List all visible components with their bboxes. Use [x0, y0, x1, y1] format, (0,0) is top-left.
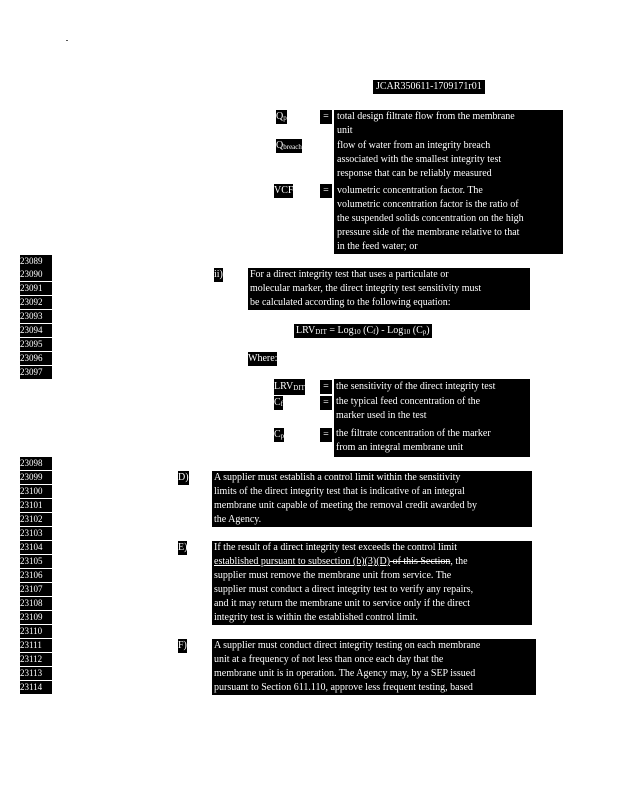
- symbol-lrvdit: $LRV_{DIT}$: [274, 379, 305, 395]
- definition-line: volumetric concentration factor is the ratio of: [337, 199, 519, 210]
- line-number: 23113: [20, 667, 52, 680]
- line-number: 23091: [20, 282, 52, 295]
- equals-sign: =: [320, 110, 332, 124]
- para-e-line: supplier must remove the membrane unit from service. The: [214, 570, 452, 581]
- definition-line: flow of water from an integrity breach: [337, 140, 491, 151]
- line-number: 23103: [20, 527, 52, 540]
- definition-line: volumetric concentration factor. The: [337, 185, 483, 196]
- equals-sign: =: [320, 184, 332, 198]
- para-f-line: A supplier must conduct direct integrity testing on each membrane: [214, 640, 481, 651]
- para-d-label: D): [178, 472, 189, 483]
- item-ii-text: [248, 268, 530, 310]
- line-number: 23095: [20, 338, 52, 351]
- para-e-line: integrity test is within the established control limit.: [214, 612, 418, 623]
- symbol-qp: $Q_p$: [276, 111, 287, 122]
- para-f-line: pursuant to Section 611.110, approve less frequent testing, based: [214, 682, 473, 693]
- para-e-line: [214, 555, 532, 569]
- para-e-line: If the result of a direct integrity test exceeds the control limit: [214, 542, 457, 553]
- symbol-cp: $C_p$: [274, 429, 285, 440]
- definition-line: total design filtrate flow from the membrane: [337, 111, 515, 122]
- line-number: 23101: [20, 499, 52, 512]
- definition-line: from an integral membrane unit: [336, 442, 464, 453]
- equation: $LRV_{DIT} = Log_{10}$ $(C_f) - Log_{10}$ $(C_p)$: [296, 325, 430, 336]
- scan-speck: [66, 40, 68, 41]
- para-e-line: and it may return the membrane unit to service only if the direct: [214, 598, 471, 609]
- para-d-line: A supplier must establish a control limit within the sensitivity: [214, 472, 461, 483]
- line-number: 23104: [20, 541, 52, 554]
- para-e-label: E): [178, 542, 188, 553]
- line-number: 23090: [20, 268, 52, 281]
- para-d-line: limits of the direct integrity test that is indicative of an integral: [214, 486, 465, 497]
- item-ii-line: molecular marker, the direct integrity test sensitivity must: [250, 283, 482, 294]
- line-number: 23108: [20, 597, 52, 610]
- item-ii-line: be calculated according to the following equation:: [250, 297, 451, 308]
- definition-line: the suspended solids concentration on the high: [337, 213, 524, 224]
- para-d-text: [212, 471, 532, 527]
- line-number: 23100: [20, 485, 52, 498]
- line-number: 23111: [20, 639, 52, 652]
- line-number: 23105: [20, 555, 52, 568]
- line-number: 23089: [20, 255, 52, 268]
- definition-line: marker used in the test: [336, 410, 427, 421]
- para-e-line2-b: , the: [450, 556, 468, 567]
- para-e-line2-a: established pursuant to subsection (b)(3)(D): [214, 556, 391, 567]
- para-d-line: the Agency.: [214, 514, 262, 525]
- line-number: 23102: [20, 513, 52, 526]
- line-number: 23092: [20, 296, 52, 309]
- line-number: 23093: [20, 310, 52, 323]
- line-number: 23106: [20, 569, 52, 582]
- line-number: 23114: [20, 681, 52, 694]
- line-number: 23097: [20, 366, 52, 379]
- definition-line: response that can be reliably measured: [337, 168, 492, 179]
- equals-sign: =: [320, 396, 332, 410]
- line-number: 23098: [20, 457, 52, 470]
- definition-line: associated with the smallest integrity test: [337, 154, 502, 165]
- symbol-cf: $C_f$: [274, 397, 284, 408]
- definition-line: the filtrate concentration of the marker: [336, 428, 491, 439]
- line-number: 23094: [20, 324, 52, 337]
- equals-sign: =: [320, 428, 332, 442]
- definition-line: the typical feed concentration of the: [336, 396, 481, 407]
- line-number: 23099: [20, 471, 52, 484]
- para-e-struck-text: of this Section: [390, 556, 451, 567]
- line-number: 23110: [20, 625, 52, 638]
- item-ii-line: For a direct integrity test that uses a particulate or: [250, 269, 449, 280]
- para-f-text: [212, 639, 536, 695]
- para-f-line: unit at a frequency of not less than once each day that the: [214, 654, 444, 665]
- definition-line: pressure side of the membrane relative to that: [337, 227, 520, 238]
- definition-line: unit: [337, 125, 353, 136]
- para-e-text: [212, 541, 532, 625]
- definition-line: in the feed water; or: [337, 241, 418, 252]
- line-number: 23096: [20, 352, 52, 365]
- line-number: 23109: [20, 611, 52, 624]
- symbol-qbreach: $Q_{breach}$: [276, 140, 302, 151]
- para-d-line: membrane unit capable of meeting the removal credit awarded by: [214, 500, 477, 511]
- where-label: Where:: [248, 353, 278, 364]
- line-number: 23112: [20, 653, 52, 666]
- definitions-top-block: [334, 110, 563, 254]
- definition-line: the sensitivity of the direct integrity test: [336, 381, 496, 392]
- line-number: 23107: [20, 583, 52, 596]
- document-id: JCAR350611-1709171r01: [373, 80, 485, 94]
- para-f-label: F): [178, 640, 187, 651]
- equals-sign: =: [320, 380, 332, 394]
- para-f-line: membrane unit is in operation. The Agency may, by a SEP issued: [214, 668, 476, 679]
- definitions-bottom-block: [334, 379, 530, 457]
- symbol-vcf: VCF: [274, 185, 294, 196]
- item-ii-label: ii): [214, 269, 223, 280]
- para-e-line: supplier must conduct a direct integrity test to verify any repairs,: [214, 584, 474, 595]
